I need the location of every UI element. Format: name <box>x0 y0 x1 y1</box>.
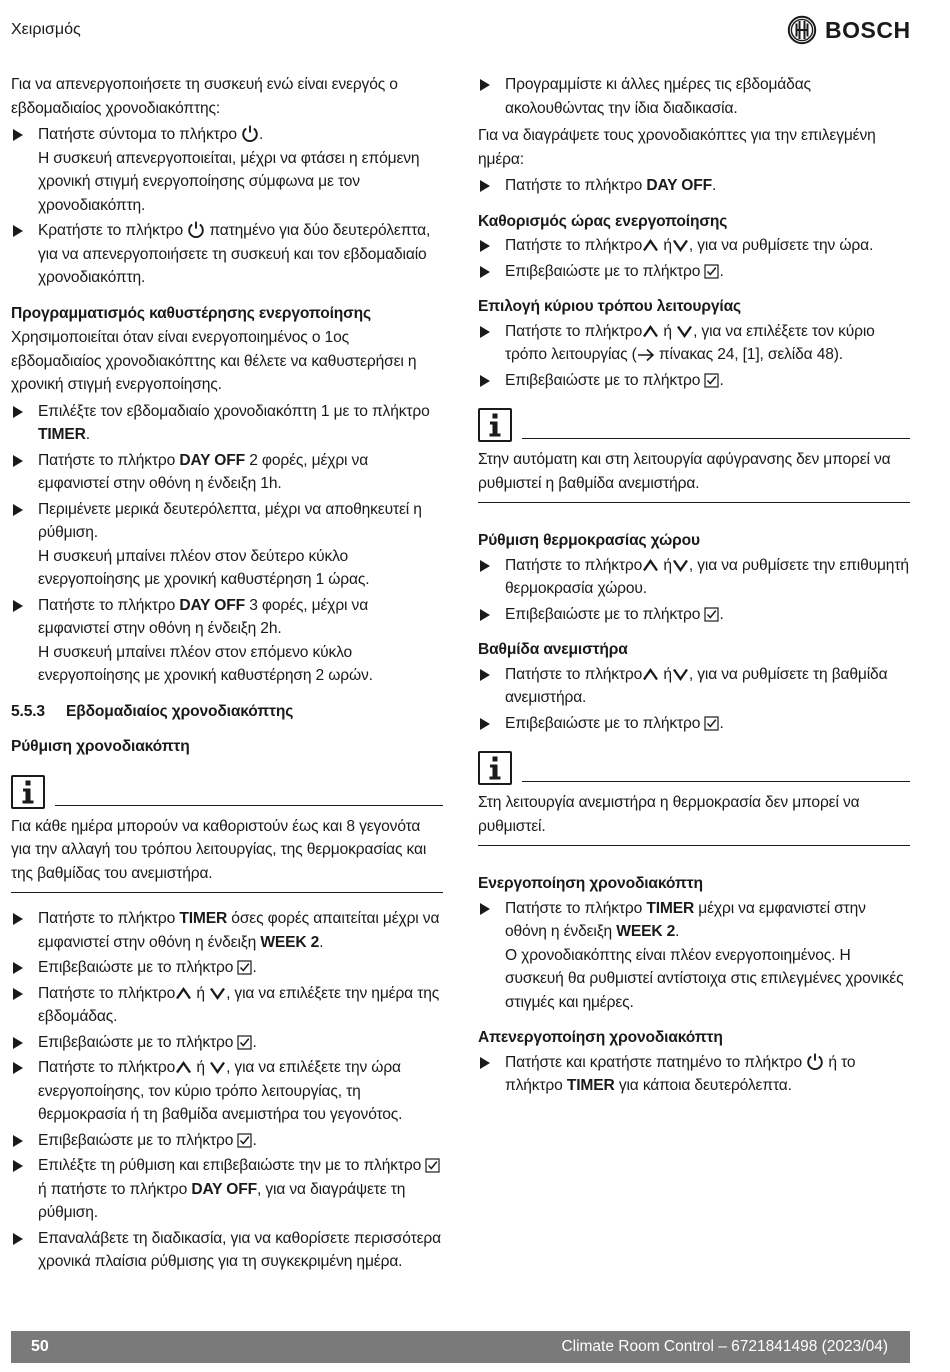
chevron-up-icon <box>642 558 659 573</box>
timer-step-7: Επιλέξτε τη ρύθμιση και επιβεβαιώστε την με το πλήκτρο ή πατήστε το πλήκτρο DAY OFF, για να διαγράψετε τη ρύθμιση. <box>11 1154 443 1225</box>
step-hold-press: Κρατήστε το πλήκτρο πατημένο για δύο δευτερόλεπτα, για να απενεργοποιήσετε τη συσκευή και τον εβδομαδιαίο χρονοδιακόπτη. <box>11 219 443 290</box>
step-short-press-result: Η συσκευή απενεργοποιείται, μέχρι να φτάσει η επόμενη χρονική στιγμή ενεργοποίησης σύμφωνα με τον χρονοδιακόπτη. <box>38 149 420 214</box>
intro-text: Για να απενεργοποιήσετε τη συσκευή ενώ είναι ενεργός ο εβδομαδιαίος χρονοδιακόπτης: <box>11 76 398 117</box>
delay-step-2: Πατήστε το πλήκτρο DAY OFF 2 φορές, μέχρι να εμφανιστεί στην οθόνη η ένδειξη 1h. <box>11 449 443 496</box>
heading-timer-setup: Ρύθμιση χρονοδιακόπτη <box>11 738 190 755</box>
checkbox-confirm-icon <box>237 960 252 975</box>
timer-step-6: Επιβεβαιώστε με το πλήκτρο . <box>11 1129 443 1153</box>
right-column <box>478 73 910 1100</box>
timer-step-1: Πατήστε το πλήκτρο TIMER όσες φορές απαιτείται μέχρι να εμφανιστεί στην οθόνη η ένδειξη WEEK 2. <box>11 907 443 954</box>
chevron-up-icon <box>642 238 659 253</box>
temperature-step-2: Επιβεβαιώστε με το πλήκτρο . <box>478 603 910 627</box>
timer-step-3: Πατήστε το πλήκτρο ή , για να επιλέξετε την ημέρα της εβδομάδας. <box>11 982 443 1029</box>
info-icon <box>478 751 512 785</box>
enable-timer-step: Πατήστε το πλήκτρο TIMER μέχρι να εμφανιστεί στην οθόνη η ένδειξη WEEK 2. Ο χρονοδιακόπτης είναι πλέον ενεργοποιημένος. Η συσκευή θα ρυθμιστεί αντίστοιχα στις επιλεγμένες χρονικές στιγμές και ημέρες. <box>478 897 910 1015</box>
chevron-up-icon <box>642 324 659 339</box>
document-reference: Climate Room Control – 6721841498 (2023/04) <box>561 1338 888 1355</box>
timer-step-8: Επαναλάβετε τη διαδικασία, για να καθορίσετε περισσότερα χρονικά πλαίσια ρύθμισης για τη συγκεκριμένη ημέρα. <box>11 1227 443 1274</box>
fan-step-2: Επιβεβαιώστε με το πλήκτρο . <box>478 712 910 736</box>
info-icon <box>11 775 45 809</box>
delay-step-4: Πατήστε το πλήκτρο DAY OFF 3 φορές, μέχρι να εμφανιστεί στην οθόνη η ένδειξη 2h. Η συσκευή μπαίνει πλέον στον επόμενο κύκλο ενεργοποίησης με χρονική καθυστέρηση 2 ωρών. <box>11 594 443 688</box>
delete-timers-step: Πατήστε το πλήκτρο DAY OFF. <box>478 174 910 198</box>
timer-step-2: Επιβεβαιώστε με το πλήκτρο . <box>11 956 443 980</box>
brand-name: BOSCH <box>825 16 911 43</box>
arrow-right-icon <box>637 348 655 362</box>
info-note <box>11 769 443 894</box>
time-step-1: Πατήστε το πλήκτρο ή , για να ρυθμίσετε την ώρα. <box>478 234 910 258</box>
delay-step-3: Περιμένετε μερικά δευτερόλεπτα, μέχρι να αποθηκευτεί η ρύθμιση. Η συσκευή μπαίνει πλέον στον δεύτερο κύκλο ενεργοποίησης με χρονική καθυστέρηση 1 ώρας. <box>11 498 443 592</box>
delay-description: Χρησιμοποιείται όταν είναι ενεργοποιημένος ο 1ος εβδομαδιαίος χρονοδιακόπτης και θέλετε να καθυστερήσει η χρονική στιγμή ενεργοποίησης. <box>11 329 417 393</box>
delete-timers-text: Για να διαγράψετε τους χρονοδιακόπτες για την επιλεγμένη ημέρα: <box>478 127 876 168</box>
heading-fan-level: Βαθμίδα ανεμιστήρα <box>478 641 628 658</box>
time-step-2: Επιβεβαιώστε με το πλήκτρο . <box>478 260 910 284</box>
info-icon <box>478 408 512 442</box>
heading-room-temperature: Ρύθμιση θερμοκρασίας χώρου <box>478 532 700 549</box>
bosch-logo-icon <box>787 15 817 45</box>
heading-switch-on-time: Καθορισμός ώρας ενεργοποίησης <box>478 212 728 230</box>
heading-enable-timer: Ενεργοποίηση χρονοδιακόπτη <box>478 875 703 892</box>
info-note-text: Στη λειτουργία ανεμιστήρα η θερμοκρασία δεν μπορεί να ρυθμιστεί. <box>478 785 910 846</box>
info-note-fan-mode <box>478 745 910 846</box>
delay-step-1: Επιλέξτε τον εβδομαδιαίο χρονοδιακόπτη 1 με το πλήκτρο TIMER. <box>11 400 443 447</box>
chevron-down-icon <box>672 667 689 682</box>
mode-step-1: Πατήστε το πλήκτρο ή , για να επιλέξετε τον κύριο τρόπο λειτουργίας ( πίνακας 24, [1], σελίδα 48). <box>478 320 910 367</box>
chevron-down-icon <box>676 324 693 339</box>
section-number: 5.5.3 <box>11 702 45 720</box>
disable-timer-step: Πατήστε και κρατήστε πατημένο το πλήκτρο ή το πλήκτρο TIMER για κάποια δευτερόλεπτα. <box>478 1051 910 1098</box>
checkbox-confirm-icon <box>237 1133 252 1148</box>
chevron-down-icon <box>209 986 226 1001</box>
step-short-press: Πατήστε σύντομα το πλήκτρο . Η συσκευή απενεργοποιείται, μέχρι να φτάσει η επόμενη χρονική στιγμή ενεργοποίησης σύμφωνα με τον χρονοδιακόπτη. <box>11 123 443 217</box>
page-footer <box>11 1331 910 1363</box>
info-note-text: Για κάθε ημέρα μπορούν να καθοριστούν έως και 8 γεγονότα για την αλλαγή του τρόπου λειτουργίας, της θερμοκρασίας και της βαθμίδας του ανεμιστήρα. <box>11 809 443 894</box>
checkbox-confirm-icon <box>704 373 719 388</box>
info-note-text: Στην αυτόματη και στη λειτουργία αφύγρανσης δεν μπορεί να ρυθμιστεί η βαθμίδα ανεμιστήρα. <box>478 442 910 503</box>
chevron-up-icon <box>642 667 659 682</box>
chevron-down-icon <box>672 238 689 253</box>
timer-step-4: Επιβεβαιώστε με το πλήκτρο . <box>11 1031 443 1055</box>
mode-step-2: Επιβεβαιώστε με το πλήκτρο . <box>478 369 910 393</box>
checkbox-confirm-icon <box>704 264 719 279</box>
power-icon <box>187 220 205 238</box>
chevron-down-icon <box>672 558 689 573</box>
page-number: 50 <box>31 1338 49 1355</box>
power-icon <box>806 1052 824 1070</box>
temperature-step-1: Πατήστε το πλήκτρο ή , για να ρυθμίσετε την επιθυμητή θερμοκρασία χώρου. <box>478 554 910 601</box>
chevron-up-icon <box>175 986 192 1001</box>
chevron-up-icon <box>175 1060 192 1075</box>
left-column <box>11 73 443 1276</box>
heading-disable-timer: Απενεργοποίηση χρονοδιακόπτη <box>478 1029 723 1046</box>
checkbox-confirm-icon <box>704 716 719 731</box>
brand-logo <box>787 15 911 45</box>
info-note-fan-level <box>478 402 910 503</box>
heading-main-mode: Επιλογή κύριου τρόπου λειτουργίας <box>478 298 741 315</box>
chevron-down-icon <box>209 1060 226 1075</box>
section-heading-weekly-timer <box>11 700 443 724</box>
checkbox-confirm-icon <box>237 1035 252 1050</box>
checkbox-confirm-icon <box>425 1158 440 1173</box>
heading-delay-programming: Προγραμματισμός καθυστέρησης ενεργοποίησης <box>11 304 371 322</box>
program-other-days-step: Προγραμμίστε κι άλλες ημέρες τις εβδομάδας ακολουθώντας την ίδια διαδικασία. <box>478 73 910 120</box>
power-icon <box>241 124 259 142</box>
header-section-title: Χειρισμός <box>11 21 81 38</box>
section-title: Εβδομαδιαίος χρονοδιακόπτης <box>66 702 294 720</box>
fan-step-1: Πατήστε το πλήκτρο ή , για να ρυθμίσετε τη βαθμίδα ανεμιστήρα. <box>478 663 910 710</box>
timer-step-5: Πατήστε το πλήκτρο ή , για να επιλέξετε την ώρα ενεργοποίησης, τον κύριο τρόπο λειτουργίας, τη θερμοκρασία ή τη βαθμίδα ανεμιστήρα του γεγονότος. <box>11 1056 443 1127</box>
checkbox-confirm-icon <box>704 607 719 622</box>
